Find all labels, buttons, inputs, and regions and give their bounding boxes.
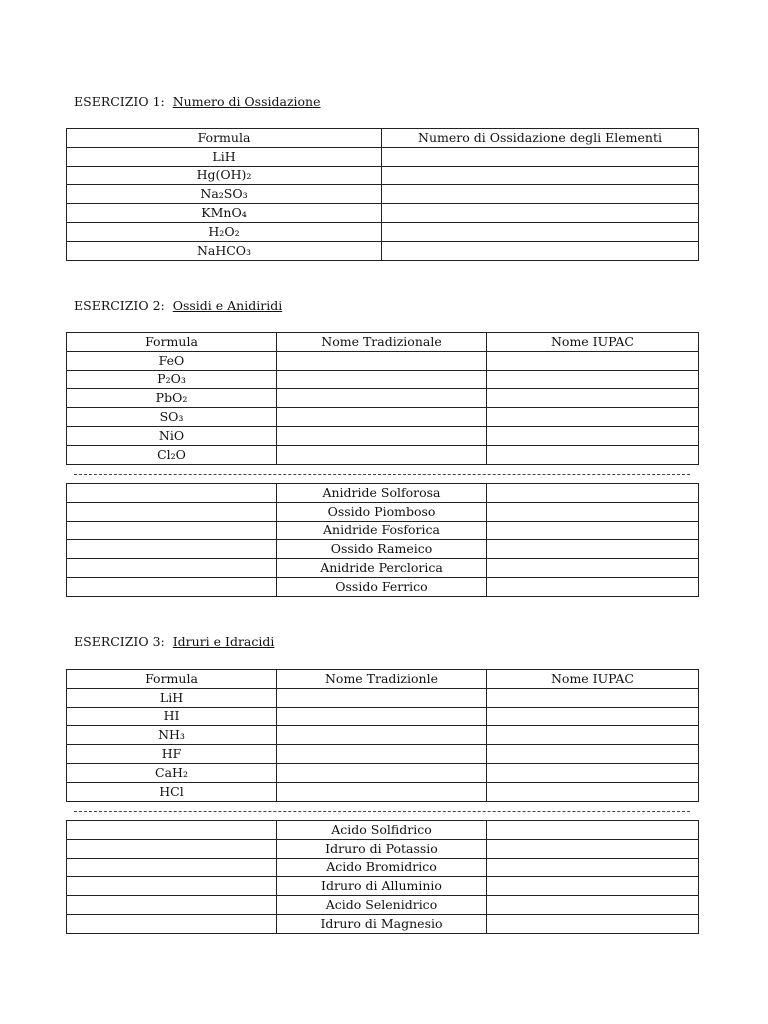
answer-cell[interactable]: [487, 707, 699, 726]
table-row: [67, 426, 699, 445]
table-row: [67, 839, 699, 858]
dashed-divider: [74, 811, 690, 812]
table-row: [67, 896, 699, 915]
formula-cell: HCl: [67, 782, 277, 801]
answer-cell[interactable]: [67, 896, 277, 915]
hydrides-name-table: [66, 820, 699, 934]
formula-cell: Na₂SO₃: [67, 185, 382, 204]
answer-cell[interactable]: [487, 559, 699, 578]
answer-cell[interactable]: [487, 896, 699, 915]
answer-cell[interactable]: [487, 839, 699, 858]
name-cell: Anidride Perclorica: [277, 559, 487, 578]
formula-cell: LiH: [67, 147, 382, 166]
answer-cell[interactable]: [67, 521, 277, 540]
formula-cell: SO₃: [67, 408, 277, 427]
answer-cell[interactable]: [67, 540, 277, 559]
answer-cell[interactable]: [487, 782, 699, 801]
answer-cell[interactable]: [67, 839, 277, 858]
name-cell: Anidride Fosforica: [277, 521, 487, 540]
answer-cell[interactable]: [487, 726, 699, 745]
exercise-2-label: ESERCIZIO 2:: [74, 298, 165, 313]
table-row: [67, 877, 699, 896]
formula-cell: NiO: [67, 426, 277, 445]
answer-cell[interactable]: [277, 445, 487, 464]
answer-cell[interactable]: [67, 877, 277, 896]
column-header-oxidation-number: Numero di Ossidazione degli Elementi: [382, 129, 699, 148]
formula-cell: Hg(OH)₂: [67, 166, 382, 185]
table-row: [67, 370, 699, 389]
answer-cell[interactable]: [277, 389, 487, 408]
exercise-2-title: Ossidi e Anidiridi: [172, 298, 283, 313]
answer-cell[interactable]: [487, 408, 699, 427]
answer-cell[interactable]: [277, 370, 487, 389]
exercise-1-title: Numero di Ossidazione: [172, 94, 321, 109]
answer-cell[interactable]: [487, 445, 699, 464]
name-cell: Acido Bromidrico: [277, 858, 487, 877]
answer-cell[interactable]: [487, 763, 699, 782]
table-row: [67, 147, 699, 166]
answer-cell[interactable]: [487, 821, 699, 840]
answer-cell[interactable]: [487, 858, 699, 877]
formula-cell: LiH: [67, 688, 277, 707]
answer-cell[interactable]: [382, 204, 699, 223]
answer-cell[interactable]: [277, 707, 487, 726]
answer-cell[interactable]: [277, 763, 487, 782]
exercise-1-heading: [74, 94, 321, 110]
answer-cell[interactable]: [67, 821, 277, 840]
column-header-iupac-name: Nome IUPAC: [487, 670, 699, 689]
name-cell: Acido Solfidrico: [277, 821, 487, 840]
answer-cell[interactable]: [487, 389, 699, 408]
answer-cell[interactable]: [67, 577, 277, 596]
table-header-row: [67, 333, 699, 352]
table-header-row: [67, 670, 699, 689]
table-row: [67, 204, 699, 223]
exercise-3-heading: [74, 634, 274, 650]
name-cell: Idruro di Alluminio: [277, 877, 487, 896]
table-row: [67, 484, 699, 503]
formula-cell: P₂O₃: [67, 370, 277, 389]
column-header-formula: Formula: [67, 333, 277, 352]
table-row: [67, 389, 699, 408]
table-header-row: [67, 129, 699, 148]
exercise-3-title: Idruri e Idracidi: [172, 634, 275, 649]
name-cell: Idruro di Potassio: [277, 839, 487, 858]
table-row: [67, 559, 699, 578]
table-row: [67, 577, 699, 596]
table-row: [67, 726, 699, 745]
name-cell: Idruro di Magnesio: [277, 914, 487, 933]
table-row: [67, 540, 699, 559]
table-row: [67, 185, 699, 204]
answer-cell[interactable]: [487, 688, 699, 707]
table-row: [67, 445, 699, 464]
formula-cell: H₂O₂: [67, 222, 382, 241]
exercise-3-label: ESERCIZIO 3:: [74, 634, 165, 649]
formula-cell: KMnO₄: [67, 204, 382, 223]
answer-cell[interactable]: [67, 858, 277, 877]
formula-cell: NH₃: [67, 726, 277, 745]
formula-cell: CaH₂: [67, 763, 277, 782]
column-header-iupac-name: Nome IUPAC: [487, 333, 699, 352]
answer-cell[interactable]: [382, 185, 699, 204]
dashed-divider: [74, 474, 690, 475]
formula-cell: HF: [67, 745, 277, 764]
table-row: [67, 782, 699, 801]
name-cell: Ossido Ferrico: [277, 577, 487, 596]
answer-cell[interactable]: [487, 426, 699, 445]
answer-cell[interactable]: [67, 484, 277, 503]
answer-cell[interactable]: [487, 484, 699, 503]
column-header-traditional-name: Nome Tradizionale: [277, 333, 487, 352]
name-cell: Anidride Solforosa: [277, 484, 487, 503]
answer-cell[interactable]: [487, 351, 699, 370]
column-header-formula: Formula: [67, 129, 382, 148]
oxides-formula-table: [66, 332, 699, 465]
answer-cell[interactable]: [277, 726, 487, 745]
answer-cell[interactable]: [487, 502, 699, 521]
hydrides-formula-table: [66, 669, 699, 802]
formula-cell: Cl₂O: [67, 445, 277, 464]
name-cell: Ossido Piomboso: [277, 502, 487, 521]
answer-cell[interactable]: [277, 426, 487, 445]
answer-cell[interactable]: [277, 351, 487, 370]
table-row: [67, 763, 699, 782]
answer-cell[interactable]: [487, 877, 699, 896]
answer-cell[interactable]: [277, 745, 487, 764]
name-cell: Acido Selenidrico: [277, 896, 487, 915]
table-row: [67, 688, 699, 707]
column-header-traditional-name: Nome Tradizionle: [277, 670, 487, 689]
table-row: [67, 745, 699, 764]
column-header-formula: Formula: [67, 670, 277, 689]
answer-cell[interactable]: [67, 914, 277, 933]
formula-cell: HI: [67, 707, 277, 726]
oxides-name-table: [66, 483, 699, 597]
answer-cell[interactable]: [487, 540, 699, 559]
answer-cell[interactable]: [382, 166, 699, 185]
table-row: [67, 521, 699, 540]
answer-cell[interactable]: [67, 502, 277, 521]
table-row: [67, 222, 699, 241]
name-cell: Ossido Rameico: [277, 540, 487, 559]
table-row: [67, 707, 699, 726]
answer-cell[interactable]: [277, 408, 487, 427]
table-row: [67, 166, 699, 185]
table-row: [67, 408, 699, 427]
exercise-1-label: ESERCIZIO 1:: [74, 94, 165, 109]
formula-cell: PbO₂: [67, 389, 277, 408]
exercise-2-heading: [74, 298, 282, 314]
formula-cell: NaHCO₃: [67, 241, 382, 260]
answer-cell[interactable]: [382, 222, 699, 241]
table-row: [67, 241, 699, 260]
answer-cell[interactable]: [277, 688, 487, 707]
table-row: [67, 914, 699, 933]
answer-cell[interactable]: [487, 370, 699, 389]
table-row: [67, 858, 699, 877]
answer-cell[interactable]: [487, 521, 699, 540]
table-row: [67, 502, 699, 521]
answer-cell[interactable]: [277, 782, 487, 801]
answer-cell[interactable]: [487, 577, 699, 596]
answer-cell[interactable]: [67, 559, 277, 578]
answer-cell[interactable]: [382, 241, 699, 260]
answer-cell[interactable]: [487, 745, 699, 764]
table-row: [67, 821, 699, 840]
answer-cell[interactable]: [382, 147, 699, 166]
table-row: [67, 351, 699, 370]
formula-cell: FeO: [67, 351, 277, 370]
answer-cell[interactable]: [487, 914, 699, 933]
oxidation-number-table: [66, 128, 699, 261]
